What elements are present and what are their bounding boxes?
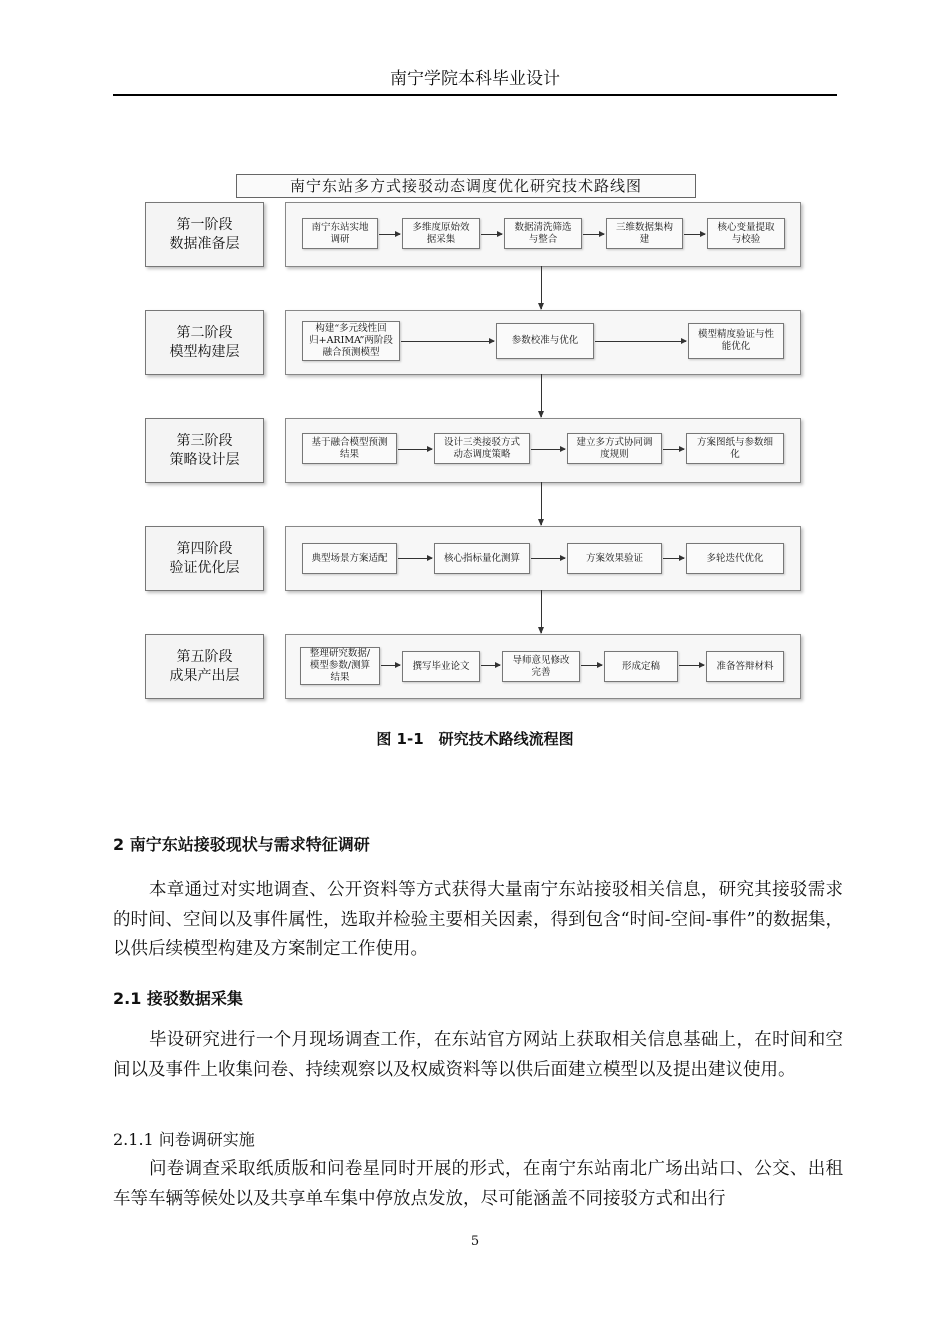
stage-4-row [285, 526, 801, 591]
arrow [595, 341, 686, 342]
stage-1-step-2: 多维度原始效 据采集 [402, 218, 480, 249]
stage-arrow [541, 266, 542, 309]
stage-arrow [541, 590, 542, 633]
stage-3-row [285, 418, 801, 483]
arrow [581, 665, 602, 666]
arrow [481, 234, 502, 235]
arrow [379, 234, 400, 235]
stage-4-step-4: 多轮迭代优化 [686, 543, 784, 574]
stage-3-step-2: 设计三类接驳方式 动态调度策略 [434, 433, 530, 464]
arrow [679, 665, 704, 666]
stage-5-row [285, 634, 801, 699]
stage-2-label [145, 310, 264, 375]
stage-4-label [145, 526, 264, 591]
stage-5-line1: 第五阶段 [176, 648, 233, 665]
stage-2-row [285, 310, 801, 375]
stage-1-line1: 第一阶段 [176, 216, 233, 233]
section-2-heading: 2 南宁东站接驳现状与需求特征调研 [113, 835, 370, 854]
section-2-1-heading: 2.1 接驳数据采集 [113, 989, 243, 1008]
stage-4-step-2: 核心指标量化测算 [434, 543, 530, 574]
figure-caption: 图 1-1 研究技术路线流程图 [376, 730, 574, 748]
header-title: 南宁学院本科毕业设计 [390, 69, 560, 89]
stage-3-step-3: 建立多方式协同调 度规则 [567, 433, 662, 464]
stage-1-step-4: 三维数据集构 建 [606, 218, 683, 249]
stage-4-line1: 第四阶段 [176, 540, 233, 557]
section-2-1-paragraph: 毕设研究进行一个月现场调查工作，在东站官方网站上获取相关信息基础上，在时间和空间以及事件上收集问卷、持续观察以及权威资料等以供后面建立模型以及提出建议使用。 [113, 1030, 843, 1080]
arrow [663, 558, 684, 559]
stage-1-step-5: 核心变量提取 与校验 [707, 218, 785, 249]
stage-5-label [145, 634, 264, 699]
stage-1-step-1: 南宁东站实地 调研 [302, 218, 378, 249]
stage-3-label [145, 418, 264, 483]
section-2-1-1-heading: 2.1.1 问卷调研实施 [113, 1130, 255, 1149]
stage-5-step-3: 导师意见修改 完善 [502, 651, 580, 682]
stage-arrow [541, 482, 542, 525]
stage-3-line2: 策略设计层 [169, 451, 240, 468]
stage-3-step-1: 基于融合模型预测 结果 [302, 433, 397, 464]
arrow [398, 449, 432, 450]
flowchart-title: 南宁东站多方式接驳动态调度优化研究技术路线图 [236, 174, 696, 198]
stage-3-line1: 第三阶段 [176, 432, 233, 449]
stage-4-step-1: 典型场景方案适配 [302, 543, 397, 574]
arrow [401, 341, 494, 342]
stage-2-step-1: 构建“多元线性回 归+ARIMA”两阶段 融合预测模型 [302, 321, 400, 361]
arrow [531, 449, 565, 450]
stage-1-step-3: 数据清洗筛选 与整合 [504, 218, 582, 249]
stage-1-row [285, 202, 801, 267]
section-2-1-1-paragraph: 问卷调查采取纸质版和问卷星同时开展的形式，在南宁东站南北广场出站口、公交、出租车等车辆等候处以及共享单车集中停放点发放，尽可能涵盖不同接驳方式和出行 [113, 1159, 843, 1209]
stage-2-step-2: 参数校准与优化 [496, 323, 594, 359]
arrow [531, 558, 565, 559]
stage-arrow [541, 374, 542, 417]
technical-route-flowchart [145, 172, 805, 700]
stage-2-step-3: 模型精度验证与性 能优化 [688, 323, 784, 359]
arrow [684, 234, 705, 235]
section-2-paragraph: 本章通过对实地调查、公开资料等方式获得大量南宁东站接驳相关信息，研究其接驳需求的时间、空间以及事件属性，选取并检验主要相关因素，得到包含“时间-空间-事件”的数据集，以供后续模型构建及方案制定工作使用。 [113, 880, 843, 959]
stage-2-line2: 模型构建层 [169, 343, 240, 360]
arrow [663, 449, 684, 450]
page-number: 5 [470, 1234, 480, 1249]
stage-3-step-4: 方案图纸与参数细 化 [686, 433, 784, 464]
stage-2-line1: 第二阶段 [176, 324, 233, 341]
arrow [381, 665, 400, 666]
stage-5-step-1: 整理研究数据/ 模型参数/测算 结果 [300, 647, 380, 685]
stage-5-step-2: 撰写毕业论文 [402, 651, 480, 682]
stage-1-label [145, 202, 264, 267]
arrow [398, 558, 432, 559]
page-header [113, 66, 837, 96]
arrow [481, 665, 500, 666]
stage-4-line2: 验证优化层 [169, 559, 240, 576]
stage-5-step-5: 准备答辩材料 [706, 651, 784, 682]
arrow [583, 234, 604, 235]
stage-5-line2: 成果产出层 [169, 667, 240, 684]
stage-1-line2: 数据准备层 [169, 235, 240, 252]
stage-5-step-4: 形成定稿 [604, 651, 678, 682]
stage-4-step-3: 方案效果验证 [567, 543, 662, 574]
